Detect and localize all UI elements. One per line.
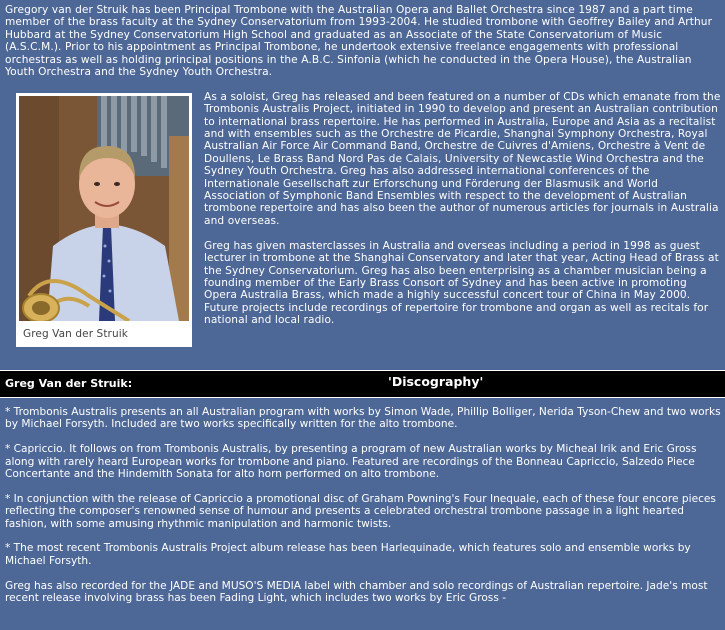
portrait-photo: [19, 96, 189, 321]
section-artist-name: Greg Van der Struik:: [5, 377, 133, 390]
photo-caption: Greg Van der Struik: [23, 327, 128, 340]
section-title: 'Discography': [388, 374, 484, 389]
photo-frame: [16, 93, 192, 347]
bio-masterclasses: Greg has given masterclasses in Australia and overseas including a period in 1998 as guest lecturer in trombone at the Shanghai Conservatory and later that year, Acting Head of Brass at the Sydney Conservatorium. Greg has also been enterprising as a chamber musician being a founding member of the Early Brass Consort of Sydney and has been active in promoting Opera Australia Brass, which made a highly successful concert tour of China in May 2000. Future projects include recordings of repertoire for trombone and organ as well as recitals for national and local radio.: [204, 239, 719, 327]
discography-item: * Capriccio. It follows on from Trombonis Australis, by presenting a program of new Australian works by Micheal Irik and Eric Gross along with rarely heard European works for trombone and piano. Featured are recordings of the Bonneau Capriccio, Salzedo Piece Concertante and the Hindemith Sonata for alto horn performed on alto trombone.: [5, 443, 697, 481]
discography-item: * The most recent Trombonis Australis Project album release has been Harlequinade, which features solo and ensemble works by Michael Forsyth.: [5, 542, 691, 567]
bio-intro: Gregory van der Struik has been Principal Trombone with the Australian Opera and Ballet Orchestra since 1987 and a part time member of the brass faculty at the Sydney Conservatorium from 1993-2004. He studied trombone with Geoffrey Bailey and Arthur Hubbard at the Sydney Conservatorium High School and graduated as an Associate of the State Conservatorium of Music (A.S.C.M.). Prior to his appointment as Principal Trombone, he undertook extensive freelance engagements with professional orchestras as well as holding principal positions in the A.B.C. Sinfonia (which he conducted in the Opera House), the Australian Youth Orchestra and the Sydney Youth Orchestra.: [5, 4, 713, 79]
trombonist-portrait-image: [19, 96, 189, 321]
discography-item: Greg has also recorded for the JADE and MUSO'S MEDIA label with chamber and solo recordings of Australian repertoire. Jade's most recent release involving brass has been Fading Light, which includes two works by Eric Gross -: [5, 579, 708, 605]
bio-soloist: As a soloist, Greg has released and been featured on a number of CDs which emanate from the Trombonis Australis Project, initiated in 1990 to develop and present an Australian contribution to international brass repertoire. He has performed in Australia, Europe and Asia as a recitalist and with ensembles such as the Orchestre de Picardie, Shanghai Symphony Orchestra, Royal Australian Air Force Air Command Band, Orchestre de Cuivres d'Amiens, Orchestre à Vent de Doullens, Le Brass Band Nord Pas de Calais, University of Newcastle Wind Orchestra and the Sydney Youth Orchestra. Greg has also addressed international conferences of the Internationale Gesellschaft zur Erforschung und Förderung der Blasmusik and World Association of Symphonic Band Ensembles with respect to the development of Australian trombone repertoire and has also been the author of numerous articles for journals in Australia and overseas.: [204, 90, 721, 227]
biography: [5, 4, 721, 351]
discography-item: * In conjunction with the release of Capriccio a promotional disc of Graham Powning's Four Inequale, each of these four encore pieces reflecting the composer's renowned sense of humour and presents a celebrated orchestral trombone passage in a light hearted fashion, with some amusing rhythmic manipulation and harmonic twists.: [5, 492, 716, 530]
discography-list: [5, 406, 721, 617]
discography-item: * Trombonis Australis presents an all Australian program with works by Simon Wade, Phillip Bolliger, Nerida Tyson-Chew and two works by Michael Forsyth. Included are two works specifically written for the alto trombone.: [5, 406, 721, 431]
discography-header-bar: [0, 370, 725, 398]
